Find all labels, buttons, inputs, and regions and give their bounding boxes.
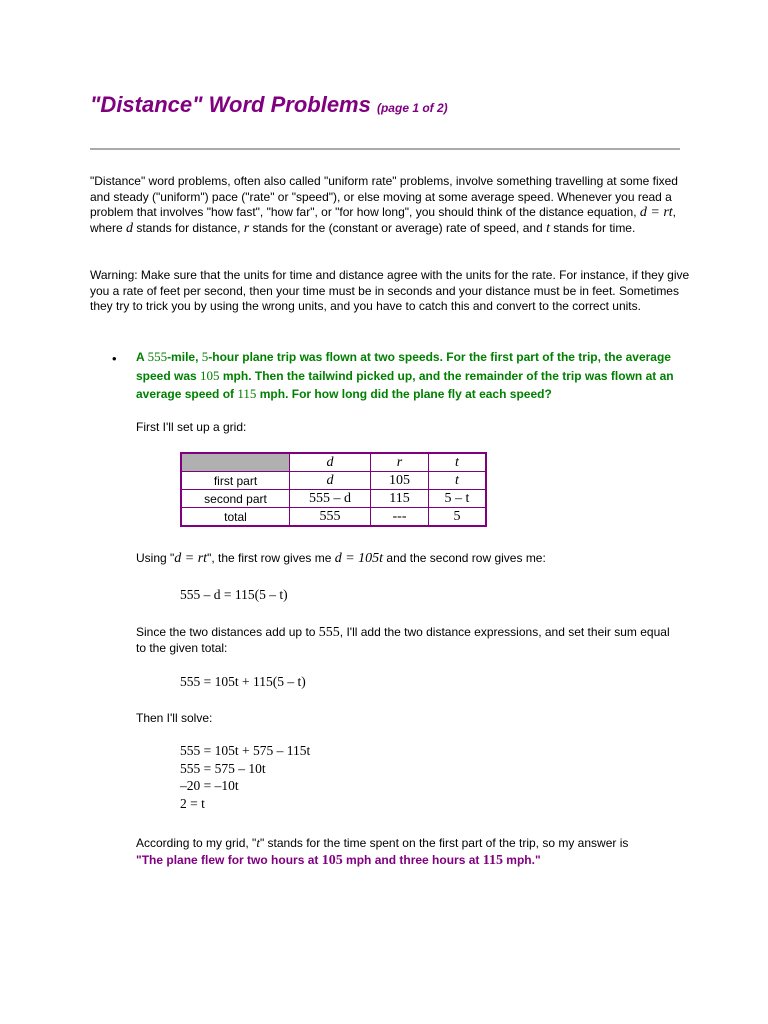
cell-d: d <box>290 472 371 490</box>
solution-step: 555 = 105t + 575 – 115t <box>180 743 311 758</box>
distance-grid-table <box>180 452 487 527</box>
bullet-point: • <box>112 351 117 366</box>
equation-2: 555 = 105t + 115(5 – t) <box>180 674 306 689</box>
solution-step: –20 = –10t <box>180 778 239 793</box>
intro-paragraph <box>90 174 690 236</box>
conclusion-text-2: " stands for the time spent on the first part of the trip, so my answer is <box>259 836 629 850</box>
equation-1: 555 – d = 115(5 – t) <box>180 587 288 602</box>
page-title <box>90 92 448 118</box>
problem-num-4: 115 <box>237 386 257 401</box>
conclusion-text-1: According to my grid, " <box>136 836 257 850</box>
table-header-blank <box>181 453 290 472</box>
solve-intro: Then I'll solve: <box>136 711 213 725</box>
since-text-2: , I'll add the two distance expressions, and set their sum equal to the given total: <box>136 625 670 655</box>
answer-number-2: 115 <box>482 853 503 868</box>
since-paragraph <box>136 625 681 656</box>
problem-text-3: -hour plane trip was flown at two speeds. For the first part of the trip, the average speed was <box>136 350 671 383</box>
variable-r: r <box>243 220 250 236</box>
variable-d: d <box>126 220 134 236</box>
table-header-r: r <box>371 453 429 472</box>
table-row <box>181 472 486 490</box>
solution-step: 2 = t <box>180 795 205 811</box>
using-text-3: and the second row gives me: <box>383 551 546 565</box>
title-main: "Distance" Word Problems <box>90 92 371 117</box>
warning-paragraph: Warning: Make sure that the units for time and distance agree with the units for the rate. For instance, if they give you a rate of feet per second, then your time must be in seconds and your distance must be in feet. Sometimes they try to trick you by using the wrong units, and you have to catch this and convert to the correct units. <box>90 268 690 313</box>
cell-d: 555 – d <box>290 490 371 508</box>
answer-part-1: "The plane flew for two hours at <box>136 853 322 867</box>
since-number: 555 <box>318 625 340 640</box>
cell-r: --- <box>371 508 429 527</box>
answer-part-3: mph." <box>502 853 541 867</box>
table-row <box>181 508 486 527</box>
since-text-1: Since the two distances add up to <box>136 625 319 639</box>
conclusion-paragraph <box>136 834 681 869</box>
answer-text <box>136 853 541 867</box>
problem-statement <box>136 348 681 404</box>
row-label: first part <box>181 472 290 490</box>
cell-d: 555 <box>290 508 371 527</box>
answer-part-2: mph and three hours at <box>342 853 483 867</box>
table-header-row <box>181 453 486 472</box>
answer-number-1: 105 <box>321 853 343 868</box>
using-equation: d = rt <box>174 551 208 566</box>
row-label: second part <box>181 490 290 508</box>
grid-intro: First I'll set up a grid: <box>136 420 247 434</box>
cell-t: t <box>429 472 487 490</box>
cell-r: 115 <box>371 490 429 508</box>
cell-r: 105 <box>371 472 429 490</box>
intro-text-4: stands for the (constant or average) rate of speed, and <box>249 220 547 235</box>
problem-text-1: A <box>136 350 148 364</box>
cell-t: 5 – t <box>429 490 487 508</box>
using-paragraph <box>136 551 681 567</box>
title-subtitle: (page 1 of 2) <box>376 101 448 115</box>
using-text-1: Using " <box>136 551 175 565</box>
table-header-t: t <box>429 453 487 472</box>
using-text-2: ", the first row gives me <box>207 551 335 565</box>
variable-t: t <box>546 220 550 236</box>
problem-num-1: 555 <box>147 349 168 364</box>
problem-num-2: 5 <box>201 349 209 364</box>
conclusion-variable: t <box>256 835 260 850</box>
distance-equation: d = rt <box>639 205 673 220</box>
using-equation-2: d = 105t <box>334 551 384 566</box>
table-row <box>181 490 486 508</box>
problem-text-5: mph. For how long did the plane fly at each speed? <box>256 387 552 401</box>
table-header-d: d <box>290 453 371 472</box>
solution-steps <box>180 742 310 812</box>
solution-step: 555 = 575 – 10t <box>180 760 266 776</box>
intro-text-2: , where <box>90 205 677 235</box>
intro-text-3: stands for distance, <box>133 220 244 235</box>
intro-text-1: "Distance" word problems, often also called "uniform rate" problems, involve something travelling at some fixed and steady ("uniform") pace ("rate" or "speed"), or else moving at some average speed. Whenever you read a problem that involves "how fast", "how far", or "for how long", you should think of the distance equation, <box>90 174 678 219</box>
problem-text-4: mph. Then the tailwind picked up, and the remainder of the trip was flown at an average speed of <box>136 368 674 401</box>
problem-text-2: -mile, <box>167 350 202 364</box>
problem-num-3: 105 <box>200 367 220 383</box>
row-label: total <box>181 508 290 527</box>
intro-text-5: stands for time. <box>549 220 636 235</box>
cell-t: 5 <box>429 508 487 527</box>
horizontal-rule <box>90 148 680 150</box>
